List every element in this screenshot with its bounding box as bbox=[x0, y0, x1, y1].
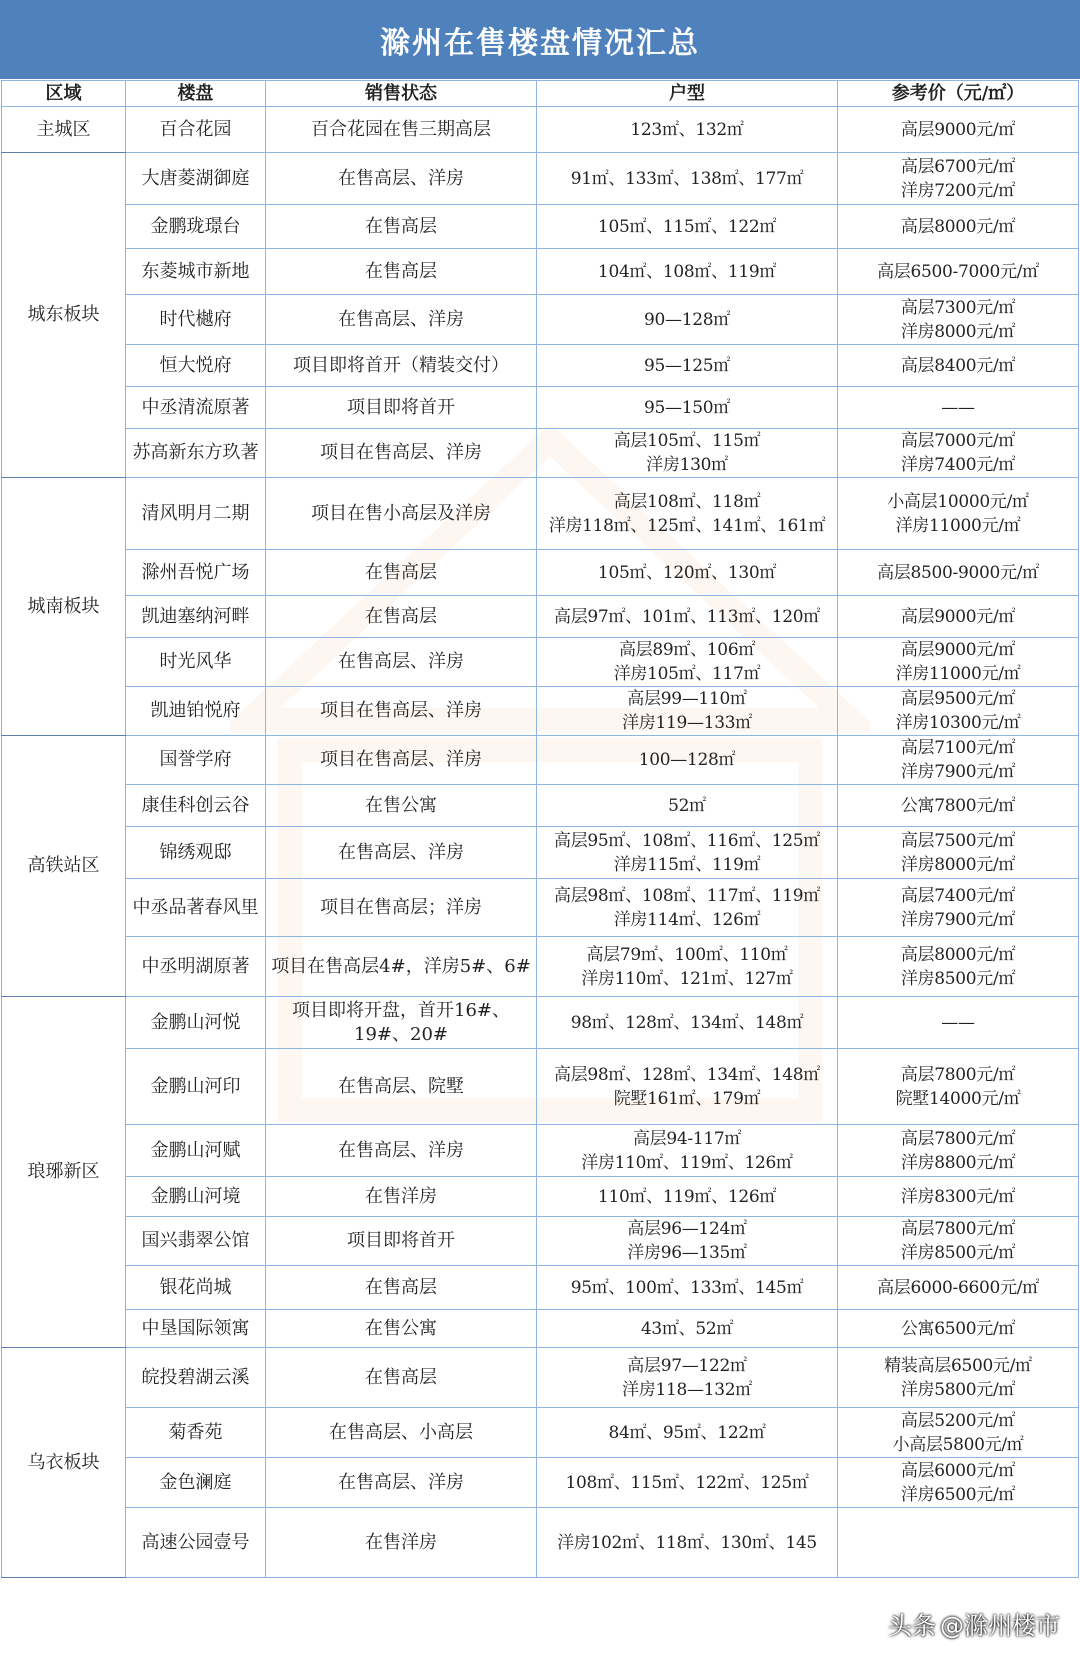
unit-type-cell: 高层89㎡、106㎡ 洋房105㎡、117㎡ bbox=[537, 638, 838, 687]
source-watermark bbox=[888, 1606, 1060, 1641]
header-unit-type: 户型 bbox=[537, 81, 838, 107]
price-cell: 高层9500元/㎡ 洋房10300元/㎡ bbox=[838, 687, 1079, 736]
header-region: 区域 bbox=[2, 81, 126, 107]
unit-type-cell: 高层95㎡、108㎡、116㎡、125㎡ 洋房115㎡、119㎡ bbox=[537, 827, 838, 879]
unit-type-cell: 高层79㎡、100㎡、110㎡ 洋房110㎡、121㎡、127㎡ bbox=[537, 937, 838, 997]
price-cell: 小高层10000元/㎡ 洋房11000元/㎡ bbox=[838, 478, 1079, 550]
unit-type-cell: 95㎡、100㎡、133㎡、145㎡ bbox=[537, 1266, 838, 1310]
page-title: 滁州在售楼盘情况汇总 bbox=[0, 0, 1080, 79]
table-row bbox=[2, 827, 1079, 879]
sales-status-cell: 项目在售高层、洋房 bbox=[266, 429, 537, 478]
property-name-cell: 中垦国际领寓 bbox=[126, 1310, 266, 1348]
property-name-cell: 锦绣观邸 bbox=[126, 827, 266, 879]
table-row bbox=[2, 1177, 1079, 1217]
sales-status-cell: 在售高层、小高层 bbox=[266, 1408, 537, 1458]
price-cell: 高层7800元/㎡ 洋房8800元/㎡ bbox=[838, 1125, 1079, 1177]
property-name-cell: 苏高新东方玖著 bbox=[126, 429, 266, 478]
price-cell: 高层7400元/㎡ 洋房7900元/㎡ bbox=[838, 879, 1079, 937]
table-row bbox=[2, 687, 1079, 736]
property-name-cell: 中丞品著春风里 bbox=[126, 879, 266, 937]
region-cell: 乌衣板块 bbox=[2, 1348, 126, 1578]
price-cell: 高层7000元/㎡ 洋房7400元/㎡ bbox=[838, 429, 1079, 478]
unit-type-cell: 高层94-117㎡ 洋房110㎡、119㎡、126㎡ bbox=[537, 1125, 838, 1177]
sales-status-cell: 在售公寓 bbox=[266, 1310, 537, 1348]
property-name-cell: 凯迪塞纳河畔 bbox=[126, 596, 266, 638]
property-table bbox=[1, 80, 1079, 1578]
region-cell: 城东板块 bbox=[2, 153, 126, 478]
price-cell: 公寓6500元/㎡ bbox=[838, 1310, 1079, 1348]
sales-status-cell: 在售高层、洋房 bbox=[266, 1125, 537, 1177]
property-name-cell: 金鹏珑璟台 bbox=[126, 205, 266, 249]
sales-status-cell: 在售高层、洋房 bbox=[266, 827, 537, 879]
table-row bbox=[2, 550, 1079, 596]
table-header-row bbox=[2, 81, 1079, 107]
sales-status-cell: 在售公寓 bbox=[266, 785, 537, 827]
table-row bbox=[2, 937, 1079, 997]
table-row bbox=[2, 107, 1079, 153]
table-row bbox=[2, 997, 1079, 1049]
table-row bbox=[2, 478, 1079, 550]
price-cell: 高层5200元/㎡ 小高层5800元/㎡ bbox=[838, 1408, 1079, 1458]
sales-status-cell: 项目在售高层、洋房 bbox=[266, 687, 537, 736]
sales-status-cell: 在售洋房 bbox=[266, 1177, 537, 1217]
property-name-cell: 凯迪铂悦府 bbox=[126, 687, 266, 736]
sales-status-cell: 项目在售高层4#，洋房5#、6# bbox=[266, 937, 537, 997]
table-row bbox=[2, 429, 1079, 478]
unit-type-cell: 105㎡、120㎡、130㎡ bbox=[537, 550, 838, 596]
price-cell: 高层7800元/㎡ 洋房8500元/㎡ bbox=[838, 1217, 1079, 1266]
table-row bbox=[2, 1217, 1079, 1266]
property-name-cell: 大唐菱湖御庭 bbox=[126, 153, 266, 205]
sales-status-cell: 在售高层、院墅 bbox=[266, 1049, 537, 1125]
table-row bbox=[2, 596, 1079, 638]
table-row bbox=[2, 638, 1079, 687]
header-price: 参考价（元/㎡） bbox=[838, 81, 1079, 107]
sales-status-cell: 在售洋房 bbox=[266, 1508, 537, 1578]
unit-type-cell: 108㎡、115㎡、122㎡、125㎡ bbox=[537, 1458, 838, 1508]
unit-type-cell: 高层96—124㎡ 洋房96—135㎡ bbox=[537, 1217, 838, 1266]
region-cell: 高铁站区 bbox=[2, 736, 126, 997]
sales-status-cell: 在售高层 bbox=[266, 1266, 537, 1310]
unit-type-cell: 91㎡、133㎡、138㎡、177㎡ bbox=[537, 153, 838, 205]
sales-status-cell: 在售高层 bbox=[266, 205, 537, 249]
table-row bbox=[2, 1408, 1079, 1458]
price-cell: 高层7300元/㎡ 洋房8000元/㎡ bbox=[838, 295, 1079, 345]
price-cell: 高层7800元/㎡ 院墅14000元/㎡ bbox=[838, 1049, 1079, 1125]
watermark-account: @滁州楼市 bbox=[940, 1612, 1060, 1640]
property-name-cell: 时代樾府 bbox=[126, 295, 266, 345]
region-cell: 琅琊新区 bbox=[2, 997, 126, 1348]
table-row bbox=[2, 879, 1079, 937]
property-name-cell: 皖投碧湖云溪 bbox=[126, 1348, 266, 1408]
table-row bbox=[2, 387, 1079, 429]
unit-type-cell: 95—125㎡ bbox=[537, 345, 838, 387]
header-status: 销售状态 bbox=[266, 81, 537, 107]
table-row bbox=[2, 1508, 1079, 1578]
property-name-cell: 金鹏山河印 bbox=[126, 1049, 266, 1125]
price-cell: 高层8400元/㎡ bbox=[838, 345, 1079, 387]
header-property: 楼盘 bbox=[126, 81, 266, 107]
price-cell: 高层6500-7000元/㎡ bbox=[838, 249, 1079, 295]
table-row bbox=[2, 1266, 1079, 1310]
property-name-cell: 国兴翡翠公馆 bbox=[126, 1217, 266, 1266]
price-cell: 精装高层6500元/㎡ 洋房5800元/㎡ bbox=[838, 1348, 1079, 1408]
unit-type-cell: 84㎡、95㎡、122㎡ bbox=[537, 1408, 838, 1458]
sales-status-cell: 在售高层 bbox=[266, 550, 537, 596]
sales-status-cell: 项目在售高层；洋房 bbox=[266, 879, 537, 937]
sales-status-cell: 在售高层、洋房 bbox=[266, 295, 537, 345]
unit-type-cell: 90—128㎡ bbox=[537, 295, 838, 345]
sales-status-cell: 项目即将开盘，首开16#、19#、20# bbox=[266, 997, 537, 1049]
sales-status-cell: 项目即将首开 bbox=[266, 387, 537, 429]
sales-status-cell: 百合花园在售三期高层 bbox=[266, 107, 537, 153]
unit-type-cell: 高层98㎡、128㎡、134㎡、148㎡ 院墅161㎡、179㎡ bbox=[537, 1049, 838, 1125]
unit-type-cell: 高层98㎡、108㎡、117㎡、119㎡ 洋房114㎡、126㎡ bbox=[537, 879, 838, 937]
table-row bbox=[2, 1049, 1079, 1125]
watermark-brand: 头条 bbox=[888, 1612, 936, 1640]
price-cell: 高层9000元/㎡ bbox=[838, 596, 1079, 638]
sales-status-cell: 在售高层 bbox=[266, 596, 537, 638]
table-row bbox=[2, 153, 1079, 205]
sales-status-cell: 在售高层、洋房 bbox=[266, 153, 537, 205]
table-row bbox=[2, 1125, 1079, 1177]
unit-type-cell: 高层99—110㎡ 洋房119—133㎡ bbox=[537, 687, 838, 736]
price-cell: 高层6700元/㎡ 洋房7200元/㎡ bbox=[838, 153, 1079, 205]
property-name-cell: 中丞清流原著 bbox=[126, 387, 266, 429]
price-cell: 公寓7800元/㎡ bbox=[838, 785, 1079, 827]
property-name-cell: 金鹏山河赋 bbox=[126, 1125, 266, 1177]
property-name-cell: 金鹏山河境 bbox=[126, 1177, 266, 1217]
sales-status-cell: 在售高层、洋房 bbox=[266, 1458, 537, 1508]
price-cell bbox=[838, 1508, 1079, 1578]
table-row bbox=[2, 1348, 1079, 1408]
price-cell: —— bbox=[838, 387, 1079, 429]
price-cell: 洋房8300元/㎡ bbox=[838, 1177, 1079, 1217]
sales-status-cell: 在售高层、洋房 bbox=[266, 638, 537, 687]
unit-type-cell: 高层108㎡、118㎡ 洋房118㎡、125㎡、141㎡、161㎡ bbox=[537, 478, 838, 550]
unit-type-cell: 100—128㎡ bbox=[537, 736, 838, 785]
sales-status-cell: 项目即将首开 bbox=[266, 1217, 537, 1266]
table-row bbox=[2, 205, 1079, 249]
property-name-cell: 清风明月二期 bbox=[126, 478, 266, 550]
price-cell: 高层7100元/㎡ 洋房7900元/㎡ bbox=[838, 736, 1079, 785]
property-name-cell: 国誉学府 bbox=[126, 736, 266, 785]
sales-status-cell: 项目在售小高层及洋房 bbox=[266, 478, 537, 550]
property-name-cell: 百合花园 bbox=[126, 107, 266, 153]
property-name-cell: 中丞明湖原著 bbox=[126, 937, 266, 997]
sales-status-cell: 在售高层 bbox=[266, 249, 537, 295]
property-name-cell: 金色澜庭 bbox=[126, 1458, 266, 1508]
property-name-cell: 恒大悦府 bbox=[126, 345, 266, 387]
sales-status-cell: 项目在售高层、洋房 bbox=[266, 736, 537, 785]
property-name-cell: 东菱城市新地 bbox=[126, 249, 266, 295]
table-row bbox=[2, 1310, 1079, 1348]
region-cell: 主城区 bbox=[2, 107, 126, 153]
unit-type-cell: 104㎡、108㎡、119㎡ bbox=[537, 249, 838, 295]
unit-type-cell: 98㎡、128㎡、134㎡、148㎡ bbox=[537, 997, 838, 1049]
unit-type-cell: 110㎡、119㎡、126㎡ bbox=[537, 1177, 838, 1217]
unit-type-cell: 43㎡、52㎡ bbox=[537, 1310, 838, 1348]
unit-type-cell: 高层97㎡、101㎡、113㎡、120㎡ bbox=[537, 596, 838, 638]
unit-type-cell: 52㎡ bbox=[537, 785, 838, 827]
table-row bbox=[2, 249, 1079, 295]
unit-type-cell: 123㎡、132㎡ bbox=[537, 107, 838, 153]
property-name-cell: 银花尚城 bbox=[126, 1266, 266, 1310]
price-cell: 高层8000元/㎡ 洋房8500元/㎡ bbox=[838, 937, 1079, 997]
table-row bbox=[2, 345, 1079, 387]
price-cell: —— bbox=[838, 997, 1079, 1049]
price-cell: 高层9000元/㎡ bbox=[838, 107, 1079, 153]
table-row bbox=[2, 785, 1079, 827]
unit-type-cell: 95—150㎡ bbox=[537, 387, 838, 429]
property-name-cell: 康佳科创云谷 bbox=[126, 785, 266, 827]
unit-type-cell: 105㎡、115㎡、122㎡ bbox=[537, 205, 838, 249]
sales-status-cell: 在售高层 bbox=[266, 1348, 537, 1408]
property-name-cell: 高速公园壹号 bbox=[126, 1508, 266, 1578]
region-cell: 城南板块 bbox=[2, 478, 126, 736]
unit-type-cell: 洋房102㎡、118㎡、130㎡、145 bbox=[537, 1508, 838, 1578]
property-name-cell: 时光风华 bbox=[126, 638, 266, 687]
property-name-cell: 菊香苑 bbox=[126, 1408, 266, 1458]
price-cell: 高层9000元/㎡ 洋房11000元/㎡ bbox=[838, 638, 1079, 687]
table-row bbox=[2, 1458, 1079, 1508]
property-name-cell: 滁州吾悦广场 bbox=[126, 550, 266, 596]
price-cell: 高层7500元/㎡ 洋房8000元/㎡ bbox=[838, 827, 1079, 879]
table-row bbox=[2, 295, 1079, 345]
property-name-cell: 金鹏山河悦 bbox=[126, 997, 266, 1049]
unit-type-cell: 高层105㎡、115㎡ 洋房130㎡ bbox=[537, 429, 838, 478]
price-cell: 高层8000元/㎡ bbox=[838, 205, 1079, 249]
unit-type-cell: 高层97—122㎡ 洋房118—132㎡ bbox=[537, 1348, 838, 1408]
sales-status-cell: 项目即将首开（精装交付） bbox=[266, 345, 537, 387]
price-cell: 高层6000-6600元/㎡ bbox=[838, 1266, 1079, 1310]
price-cell: 高层8500-9000元/㎡ bbox=[838, 550, 1079, 596]
table-row bbox=[2, 736, 1079, 785]
price-cell: 高层6000元/㎡ 洋房6500元/㎡ bbox=[838, 1458, 1079, 1508]
